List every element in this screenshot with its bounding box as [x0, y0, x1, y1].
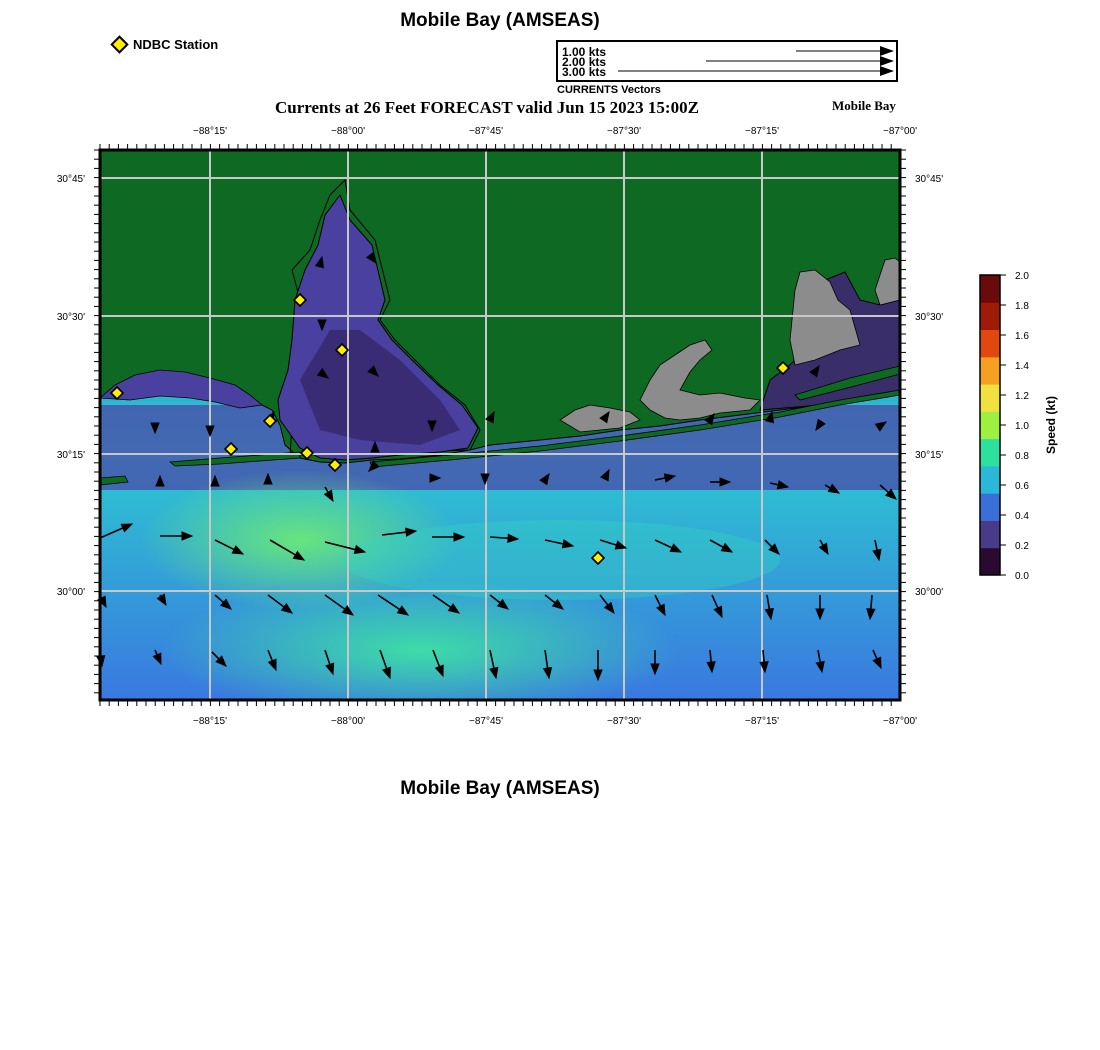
colorbar-tick-label: 2.0 [1015, 271, 1029, 282]
lon-tick-label: −88°15' [193, 716, 227, 727]
colorbar-cell [980, 357, 1000, 385]
lat-tick-label: 30°00' [915, 587, 944, 598]
colorbar-tick-label: 0.4 [1015, 511, 1029, 522]
page-title: Mobile Bay (AMSEAS) [400, 10, 600, 31]
colorbar-cell [980, 439, 1000, 467]
vector-scale-entry: 1.00 kts [562, 45, 607, 59]
colorbar-cell [980, 493, 1000, 521]
lat-tick-label: 30°30' [56, 312, 85, 323]
colorbar-label: Speed (kt) [1044, 395, 1058, 455]
colorbar-tick-label: 1.6 [1015, 331, 1029, 342]
lat-tick-label: 30°15' [56, 450, 85, 461]
lon-tick-label: −88°00' [331, 126, 365, 137]
lon-tick-label: −88°00' [331, 716, 365, 727]
colorbar-cell [980, 275, 1000, 303]
region-label: Mobile Bay [832, 98, 896, 113]
colorbar-tick-label: 1.8 [1015, 301, 1029, 312]
colorbar-cell [980, 384, 1000, 412]
lon-tick-label: −87°30' [607, 716, 641, 727]
colorbar-tick-label: 1.0 [1015, 421, 1029, 432]
colorbar-cell [980, 302, 1000, 330]
colorbar-tick-label: 0.6 [1015, 481, 1029, 492]
lat-tick-label: 30°45' [56, 174, 85, 185]
footer-title: Mobile Bay (AMSEAS) [400, 778, 600, 799]
lon-tick-label: −87°15' [745, 126, 779, 137]
lat-tick-label: 30°00' [56, 587, 85, 598]
lon-tick-label: −87°45' [469, 126, 503, 137]
lon-tick-label: −87°00' [883, 126, 917, 137]
lat-tick-label: 30°30' [915, 312, 944, 323]
colorbar-tick-label: 1.2 [1015, 391, 1029, 402]
colorbar-cell [980, 548, 1000, 576]
lon-tick-label: −87°00' [883, 716, 917, 727]
colorbar-cell [980, 520, 1000, 548]
colorbar-cell [980, 330, 1000, 358]
vector-scale-caption: CURRENTS Vectors [557, 84, 661, 96]
vector-scale-entry: 3.00 kts [562, 65, 607, 79]
map-subtitle: Currents at 26 Feet FORECAST valid Jun 15 2023 15:00Z [275, 98, 699, 117]
speed-colorbar [980, 271, 1058, 582]
colorbar-tick-label: 0.8 [1015, 451, 1029, 462]
lat-tick-label: 30°15' [915, 450, 944, 461]
lon-tick-label: −87°45' [469, 716, 503, 727]
colorbar-tick-label: 1.4 [1015, 361, 1029, 372]
colorbar-cell [980, 411, 1000, 439]
lon-tick-label: −87°30' [607, 126, 641, 137]
vector-scale-entry: 2.00 kts [562, 55, 607, 69]
colorbar-tick-label: 0.2 [1015, 541, 1029, 552]
station-legend-label: NDBC Station [133, 37, 219, 52]
lon-tick-label: −88°15' [193, 126, 227, 137]
colorbar-cell [980, 466, 1000, 494]
lat-tick-label: 30°45' [915, 174, 944, 185]
colorbar-tick-label: 0.0 [1015, 571, 1029, 582]
lon-tick-label: −87°15' [745, 716, 779, 727]
